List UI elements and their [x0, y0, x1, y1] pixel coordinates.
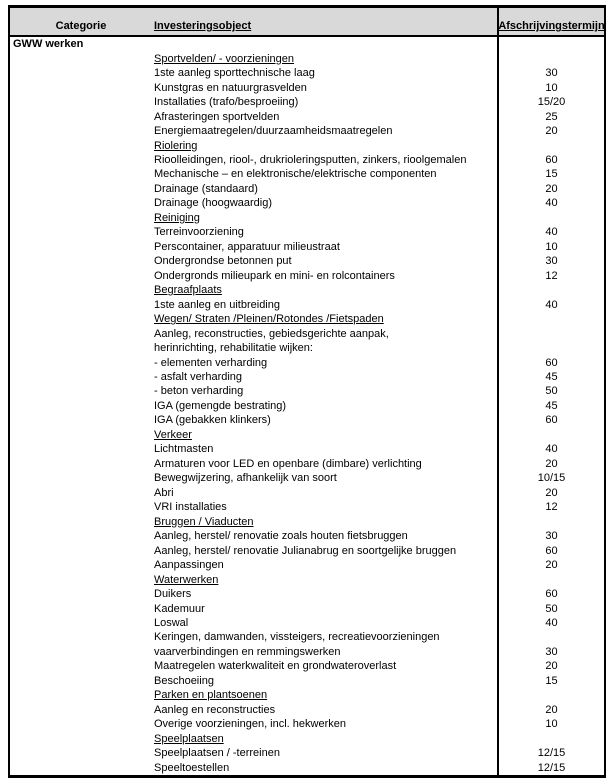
category-cell: [10, 124, 152, 138]
table-row: [10, 370, 604, 384]
investment-object-cell: vaarverbindingen en remmingswerken: [154, 645, 341, 658]
investment-object-cell: Sportvelden/ - voorzieningen: [154, 52, 295, 65]
category-cell: [10, 572, 152, 586]
category-cell: [10, 674, 152, 688]
investment-object-cell: Beschoeiing: [154, 674, 214, 687]
category-cell: [10, 746, 152, 760]
depreciation-term-cell: 20: [497, 124, 604, 138]
investment-object-cell: Wegen/ Straten /Pleinen/Rotondes /Fietspaden: [154, 313, 384, 326]
depreciation-term-cell: 20: [497, 182, 604, 196]
depreciation-term-cell: [497, 37, 604, 51]
investment-object-cell: Perscontainer, apparatuur milieustraat: [154, 240, 340, 253]
category-cell: [10, 514, 152, 528]
depreciation-term-cell: [497, 514, 604, 528]
table-row: [10, 630, 604, 644]
depreciation-term-cell: 60: [497, 587, 604, 601]
table-row: [10, 659, 604, 673]
investment-object-cell: Speelplaatsen / -terreinen: [154, 747, 280, 760]
table-row: [10, 457, 604, 471]
category-cell: [10, 153, 152, 167]
depreciation-term-cell: 25: [497, 109, 604, 123]
investment-object-cell: - elementen verharding: [154, 356, 268, 369]
category-cell: [10, 616, 152, 630]
category-cell: [10, 269, 152, 283]
depreciation-term-cell: 40: [497, 196, 604, 210]
category-cell: [10, 442, 152, 456]
table-row: [10, 182, 604, 196]
depreciation-term-cell: 20: [497, 457, 604, 471]
investment-object-cell: herinrichting, rehabilitatie wijken:: [154, 342, 313, 355]
table-row: [10, 746, 604, 760]
table-row: [10, 254, 604, 268]
investment-object-cell: Overige voorzieningen, incl. hekwerken: [154, 718, 346, 731]
investment-object-cell: Drainage (standaard): [154, 182, 258, 195]
table-row: [10, 80, 604, 94]
category-cell: [10, 630, 152, 644]
table-row: [10, 760, 604, 774]
category-cell: [10, 428, 152, 442]
table-row: [10, 124, 604, 138]
table-header-row: [10, 8, 604, 37]
depreciation-term-cell: 60: [497, 355, 604, 369]
depreciation-term-cell: [497, 326, 604, 340]
investment-object-cell: Energiemaatregelen/duurzaamheidsmaatregelen: [154, 125, 393, 138]
category-cell: [10, 254, 152, 268]
depreciation-term-cell: 10: [497, 717, 604, 731]
depreciation-term-cell: 40: [497, 297, 604, 311]
investment-object-cell: IGA (gebakken klinkers): [154, 414, 271, 427]
investment-object-cell: Begraafplaats: [154, 284, 222, 297]
investment-object-cell: Loswal: [154, 616, 189, 629]
table-row: [10, 514, 604, 528]
depreciation-term-cell: [497, 572, 604, 586]
table-row: [10, 51, 604, 65]
depreciation-term-cell: [497, 630, 604, 644]
depreciation-term-cell: [497, 283, 604, 297]
investment-object-cell: VRI installaties: [154, 501, 227, 514]
category-cell: [10, 384, 152, 398]
table-row: [10, 413, 604, 427]
depreciation-term-cell: 60: [497, 153, 604, 167]
investment-object-cell: Kunstgras en natuurgrasvelden: [154, 81, 307, 94]
depreciation-term-cell: 10/15: [497, 471, 604, 485]
table-row: [10, 138, 604, 152]
depreciation-table: [8, 5, 606, 778]
investment-object-cell: Ondergronds milieupark en mini- en rolcontainers: [154, 269, 395, 282]
category-cell: [10, 645, 152, 659]
table-row: [10, 543, 604, 557]
category-cell: [10, 587, 152, 601]
table-row: [10, 471, 604, 485]
table-row: [10, 283, 604, 297]
table-row: [10, 167, 604, 181]
depreciation-term-cell: 40: [497, 616, 604, 630]
table-row: [10, 688, 604, 702]
depreciation-term-cell: [497, 312, 604, 326]
category-cell: [10, 355, 152, 369]
category-cell: [10, 717, 152, 731]
category-cell: [10, 312, 152, 326]
investment-object-cell: Abri: [154, 486, 174, 499]
table-row: [10, 66, 604, 80]
category-cell: [10, 283, 152, 297]
header-label-investeringsobject: Investeringsobject: [154, 20, 252, 32]
depreciation-term-cell: 30: [497, 254, 604, 268]
investment-object-cell: Verkeer: [154, 428, 192, 441]
category-cell: [10, 732, 152, 746]
table-row: [10, 196, 604, 210]
depreciation-term-cell: 60: [497, 413, 604, 427]
category-cell: [10, 688, 152, 702]
table-row: [10, 37, 604, 51]
investment-object-cell: IGA (gemengde bestrating): [154, 399, 287, 412]
investment-object-cell: Terreinvoorziening: [154, 226, 244, 239]
investment-object-cell: Aanleg, reconstructies, gebiedsgerichte aanpak,: [154, 327, 389, 340]
investment-object-cell: Duikers: [154, 588, 192, 601]
depreciation-term-cell: 30: [497, 529, 604, 543]
table-row: [10, 240, 604, 254]
category-cell: [10, 558, 152, 572]
category-cell: [10, 500, 152, 514]
investment-object-cell: Afrasteringen sportvelden: [154, 110, 280, 123]
investment-object-cell: Waterwerken: [154, 573, 219, 586]
category-cell: [10, 413, 152, 427]
category-cell: [10, 543, 152, 557]
investment-object-cell: Kademuur: [154, 602, 205, 615]
table-row: [10, 326, 604, 340]
investment-object-cell: Ondergrondse betonnen put: [154, 255, 292, 268]
investment-object-cell: Speelplaatsen: [154, 732, 224, 745]
investment-object-cell: Aanleg, herstel/ renovatie Julianabrug en soortgelijke bruggen: [154, 544, 457, 557]
investment-object-cell: Armaturen voor LED en openbare (dimbare) verlichting: [154, 457, 422, 470]
header-cell-categorie: [10, 8, 152, 35]
category-cell: [10, 138, 152, 152]
table-row: [10, 529, 604, 543]
investment-object-cell: Maatregelen waterkwaliteit en grondwateroverlast: [154, 660, 397, 673]
depreciation-term-cell: 40: [497, 442, 604, 456]
category-cell: [10, 457, 152, 471]
table-row: [10, 95, 604, 109]
investment-object-cell: Parken en plantsoenen: [154, 689, 268, 702]
investment-object-cell: Riolering: [154, 139, 198, 152]
investment-object-cell: Aanpassingen: [154, 559, 224, 572]
investment-object-cell: - beton verharding: [154, 385, 244, 398]
investment-object-cell: Keringen, damwanden, vissteigers, recreatievoorzieningen: [154, 631, 440, 644]
category-cell: [10, 240, 152, 254]
table-row: [10, 500, 604, 514]
category-cell: [10, 167, 152, 181]
category-cell: [10, 471, 152, 485]
category-cell: [10, 659, 152, 673]
table-row: [10, 384, 604, 398]
depreciation-term-cell: 50: [497, 601, 604, 615]
table-row: [10, 486, 604, 500]
depreciation-term-cell: [497, 732, 604, 746]
table-row: [10, 312, 604, 326]
investment-object-cell: - asfalt verharding: [154, 371, 243, 384]
table-row: [10, 572, 604, 586]
category-cell: [10, 80, 152, 94]
depreciation-term-cell: 20: [497, 486, 604, 500]
table-row: [10, 355, 604, 369]
category-cell: [10, 703, 152, 717]
category-cell: [10, 760, 152, 774]
category-cell: [10, 95, 152, 109]
investment-object-cell: Aanleg en reconstructies: [154, 703, 276, 716]
category-cell: [10, 370, 152, 384]
depreciation-term-cell: 60: [497, 543, 604, 557]
investment-object-cell: Bewegwijzering, afhankelijk van soort: [154, 472, 337, 485]
investment-object-cell: Installaties (trafo/besproeiing): [154, 96, 299, 109]
table-row: [10, 674, 604, 688]
depreciation-term-cell: 10: [497, 240, 604, 254]
depreciation-term-cell: 10: [497, 80, 604, 94]
category-cell: GWW werken: [13, 38, 84, 51]
table-row: [10, 399, 604, 413]
table-row: [10, 225, 604, 239]
depreciation-term-cell: 45: [497, 399, 604, 413]
depreciation-term-cell: [497, 688, 604, 702]
investment-object-cell: Speeltoestellen: [154, 761, 230, 774]
table-row: [10, 269, 604, 283]
category-cell: [10, 326, 152, 340]
table-row: [10, 645, 604, 659]
depreciation-term-cell: 30: [497, 645, 604, 659]
category-cell: [10, 297, 152, 311]
depreciation-term-cell: [497, 138, 604, 152]
depreciation-term-cell: [497, 341, 604, 355]
investment-object-cell: Rioolleidingen, riool-, drukrioleringsputten, zinkers, rioolgemalen: [154, 153, 467, 166]
investment-object-cell: Aanleg, herstel/ renovatie zoals houten fietsbruggen: [154, 530, 408, 543]
table-row: [10, 732, 604, 746]
category-cell: [10, 486, 152, 500]
category-cell: [10, 51, 152, 65]
investment-object-cell: Mechanische – en elektronische/elektrische componenten: [154, 168, 437, 181]
category-cell: [10, 182, 152, 196]
header-label-afschrijvingstermijn: Afschrijvingstermijn: [498, 20, 605, 32]
depreciation-term-cell: 50: [497, 384, 604, 398]
depreciation-term-cell: [497, 51, 604, 65]
category-cell: [10, 109, 152, 123]
table-row: [10, 428, 604, 442]
depreciation-term-cell: 20: [497, 659, 604, 673]
category-cell: [10, 196, 152, 210]
category-cell: [10, 211, 152, 225]
investment-object-cell: 1ste aanleg en uitbreiding: [154, 298, 280, 311]
table-row: [10, 442, 604, 456]
depreciation-term-cell: 40: [497, 225, 604, 239]
depreciation-term-cell: 20: [497, 703, 604, 717]
depreciation-term-cell: [497, 211, 604, 225]
depreciation-term-cell: 20: [497, 558, 604, 572]
investment-object-cell: 1ste aanleg sporttechnische laag: [154, 67, 315, 80]
depreciation-term-cell: 15: [497, 674, 604, 688]
category-cell: [10, 399, 152, 413]
category-cell: [10, 529, 152, 543]
depreciation-term-cell: 12/15: [497, 746, 604, 760]
category-cell: [10, 341, 152, 355]
table-row: [10, 109, 604, 123]
table-row: [10, 558, 604, 572]
investment-object-cell: Drainage (hoogwaardig): [154, 197, 273, 210]
category-cell: [10, 225, 152, 239]
category-cell: [10, 601, 152, 615]
category-cell: [10, 66, 152, 80]
table-row: [10, 341, 604, 355]
depreciation-term-cell: 12: [497, 500, 604, 514]
investment-object-cell: Bruggen / Viaducten: [154, 515, 254, 528]
investment-object-cell: [152, 37, 497, 51]
header-label-categorie: Categorie: [55, 20, 107, 32]
table-row: [10, 616, 604, 630]
table-row: [10, 601, 604, 615]
depreciation-term-cell: 15: [497, 167, 604, 181]
table-row: [10, 587, 604, 601]
depreciation-term-cell: 30: [497, 66, 604, 80]
table-row: [10, 211, 604, 225]
table-body: [10, 37, 604, 775]
table-row: [10, 297, 604, 311]
investment-object-cell: Reiniging: [154, 211, 200, 224]
depreciation-term-cell: 12/15: [497, 760, 604, 774]
depreciation-term-cell: 15/20: [497, 95, 604, 109]
table-row: [10, 153, 604, 167]
table-row: [10, 717, 604, 731]
header-cell-investeringsobject: [152, 8, 497, 35]
depreciation-term-cell: [497, 428, 604, 442]
header-cell-afschrijvingstermijn: [497, 8, 604, 35]
table-row: [10, 703, 604, 717]
investment-object-cell: Lichtmasten: [154, 443, 214, 456]
depreciation-term-cell: 12: [497, 269, 604, 283]
depreciation-term-cell: 45: [497, 370, 604, 384]
